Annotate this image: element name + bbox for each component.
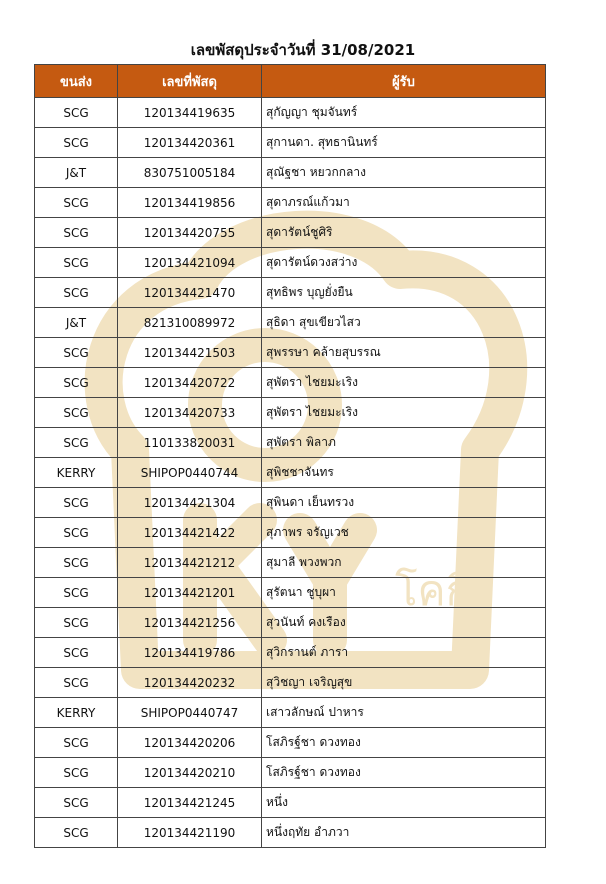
carrier-cell: SCG bbox=[35, 98, 118, 128]
table-row bbox=[35, 728, 546, 758]
table-row bbox=[35, 518, 546, 548]
table-row bbox=[35, 338, 546, 368]
carrier-cell: SCG bbox=[35, 608, 118, 638]
recipient-cell: สุวนันท์ คงเรือง bbox=[262, 608, 546, 638]
tracking-number-cell: 120134421503 bbox=[118, 338, 262, 368]
table-row bbox=[35, 188, 546, 218]
recipient-cell: สุพัตรา พิลาภ bbox=[262, 428, 546, 458]
page-title: เลขพัสดุประจำวันที่ 31/08/2021 bbox=[190, 41, 416, 59]
carrier-cell: SCG bbox=[35, 578, 118, 608]
table-header-row bbox=[35, 65, 546, 98]
tracking-number-cell: 120134421304 bbox=[118, 488, 262, 518]
recipient-cell: สุณัฐชา หยวกกลาง bbox=[262, 158, 546, 188]
recipient-cell: สุวิกรานต์ ภารา bbox=[262, 638, 546, 668]
tracking-number-cell: 120134419635 bbox=[118, 98, 262, 128]
table-row bbox=[35, 548, 546, 578]
recipient-cell: สุพัตรา ไชยมะเริง bbox=[262, 398, 546, 428]
table-row bbox=[35, 368, 546, 398]
tracking-number-cell: 120134420232 bbox=[118, 668, 262, 698]
carrier-cell: SCG bbox=[35, 818, 118, 848]
carrier-cell: KERRY bbox=[35, 698, 118, 728]
recipient-cell: สุพัตรา ไชยมะเริง bbox=[262, 368, 546, 398]
table-row bbox=[35, 218, 546, 248]
tracking-number-cell: 830751005184 bbox=[118, 158, 262, 188]
recipient-cell: สุดารัตน์ดวงสว่าง bbox=[262, 248, 546, 278]
tracking-number-cell: 110133820031 bbox=[118, 428, 262, 458]
table-row bbox=[35, 488, 546, 518]
recipient-cell: สุดาภรณ์แก้วมา bbox=[262, 188, 546, 218]
tracking-number-cell: 120134420361 bbox=[118, 128, 262, 158]
table-row bbox=[35, 398, 546, 428]
table-row bbox=[35, 788, 546, 818]
carrier-cell: SCG bbox=[35, 488, 118, 518]
table-row bbox=[35, 158, 546, 188]
recipient-cell: สุทธิพร บุญยั่งยืน bbox=[262, 278, 546, 308]
tracking-number-cell: 120134420722 bbox=[118, 368, 262, 398]
carrier-cell: SCG bbox=[35, 638, 118, 668]
tracking-number-cell: 120134421422 bbox=[118, 518, 262, 548]
tracking-number-cell: 120134420733 bbox=[118, 398, 262, 428]
carrier-cell: SCG bbox=[35, 128, 118, 158]
table-row bbox=[35, 578, 546, 608]
tracking-number-cell: 120134421245 bbox=[118, 788, 262, 818]
tracking-number-cell: 821310089972 bbox=[118, 308, 262, 338]
tracking-number-cell: 120134420210 bbox=[118, 758, 262, 788]
carrier-cell: SCG bbox=[35, 668, 118, 698]
carrier-cell: SCG bbox=[35, 548, 118, 578]
tracking-number-cell: 120134421094 bbox=[118, 248, 262, 278]
table-row bbox=[35, 608, 546, 638]
recipient-cell: สุพินดา เย็นทรวง bbox=[262, 488, 546, 518]
table-row bbox=[35, 698, 546, 728]
carrier-cell: SCG bbox=[35, 248, 118, 278]
parcel-table bbox=[34, 64, 546, 848]
carrier-cell: SCG bbox=[35, 428, 118, 458]
carrier-cell: J&T bbox=[35, 158, 118, 188]
tracking-number-cell: 120134421190 bbox=[118, 818, 262, 848]
carrier-cell: SCG bbox=[35, 368, 118, 398]
header-recipient: ผู้รับ bbox=[262, 65, 546, 98]
carrier-cell: KERRY bbox=[35, 458, 118, 488]
table-row bbox=[35, 128, 546, 158]
tracking-number-cell: 120134420206 bbox=[118, 728, 262, 758]
header-tracking: เลขที่พัสดุ bbox=[118, 65, 262, 98]
carrier-cell: SCG bbox=[35, 278, 118, 308]
recipient-cell: หนึ่งฤทัย อำภวา bbox=[262, 818, 546, 848]
table-row bbox=[35, 98, 546, 128]
recipient-cell: โสภิรฐ์ชา ดวงทอง bbox=[262, 758, 546, 788]
recipient-cell: สุธิดา สุขเขียวไสว bbox=[262, 308, 546, 338]
carrier-cell: J&T bbox=[35, 308, 118, 338]
carrier-cell: SCG bbox=[35, 188, 118, 218]
carrier-cell: SCG bbox=[35, 788, 118, 818]
table-row bbox=[35, 428, 546, 458]
table-row bbox=[35, 278, 546, 308]
carrier-cell: SCG bbox=[35, 218, 118, 248]
recipient-cell: สุกานดา. สุทธานินทร์ bbox=[262, 128, 546, 158]
table-row bbox=[35, 458, 546, 488]
tracking-number-cell: SHIPOP0440747 bbox=[118, 698, 262, 728]
recipient-cell: โสภิรฐ์ชา ดวงทอง bbox=[262, 728, 546, 758]
recipient-cell: สุมาลี พวงพวก bbox=[262, 548, 546, 578]
recipient-cell: สุพิชชาจันทร bbox=[262, 458, 546, 488]
table-row bbox=[35, 248, 546, 278]
tracking-number-cell: 120134419786 bbox=[118, 638, 262, 668]
tracking-number-cell: 120134419856 bbox=[118, 188, 262, 218]
recipient-cell: สุรัตนา ชูบุผา bbox=[262, 578, 546, 608]
table-row bbox=[35, 308, 546, 338]
recipient-cell: เสาวลักษณ์ ปาหาร bbox=[262, 698, 546, 728]
recipient-cell: สุพรรษา คล้ายสุบรรณ bbox=[262, 338, 546, 368]
tracking-number-cell: SHIPOP0440744 bbox=[118, 458, 262, 488]
header-carrier: ขนส่ง bbox=[35, 65, 118, 98]
table-row bbox=[35, 818, 546, 848]
tracking-number-cell: 120134421212 bbox=[118, 548, 262, 578]
tracking-number-cell: 120134421256 bbox=[118, 608, 262, 638]
recipient-cell: สุกัญญา ชุมจันทร์ bbox=[262, 98, 546, 128]
carrier-cell: SCG bbox=[35, 398, 118, 428]
carrier-cell: SCG bbox=[35, 338, 118, 368]
recipient-cell: สุภาพร จรัญเวช bbox=[262, 518, 546, 548]
watermark-text: โคกี้ bbox=[395, 567, 472, 614]
tracking-number-cell: 120134421201 bbox=[118, 578, 262, 608]
table-row bbox=[35, 758, 546, 788]
tracking-number-cell: 120134420755 bbox=[118, 218, 262, 248]
recipient-cell: หนึ่ง bbox=[262, 788, 546, 818]
table-body bbox=[35, 98, 546, 848]
carrier-cell: SCG bbox=[35, 758, 118, 788]
recipient-cell: สุวิชญา เจริญสุข bbox=[262, 668, 546, 698]
table-row bbox=[35, 668, 546, 698]
table-row bbox=[35, 638, 546, 668]
recipient-cell: สุดารัตน์ชูศิริ bbox=[262, 218, 546, 248]
carrier-cell: SCG bbox=[35, 728, 118, 758]
carrier-cell: SCG bbox=[35, 518, 118, 548]
tracking-number-cell: 120134421470 bbox=[118, 278, 262, 308]
